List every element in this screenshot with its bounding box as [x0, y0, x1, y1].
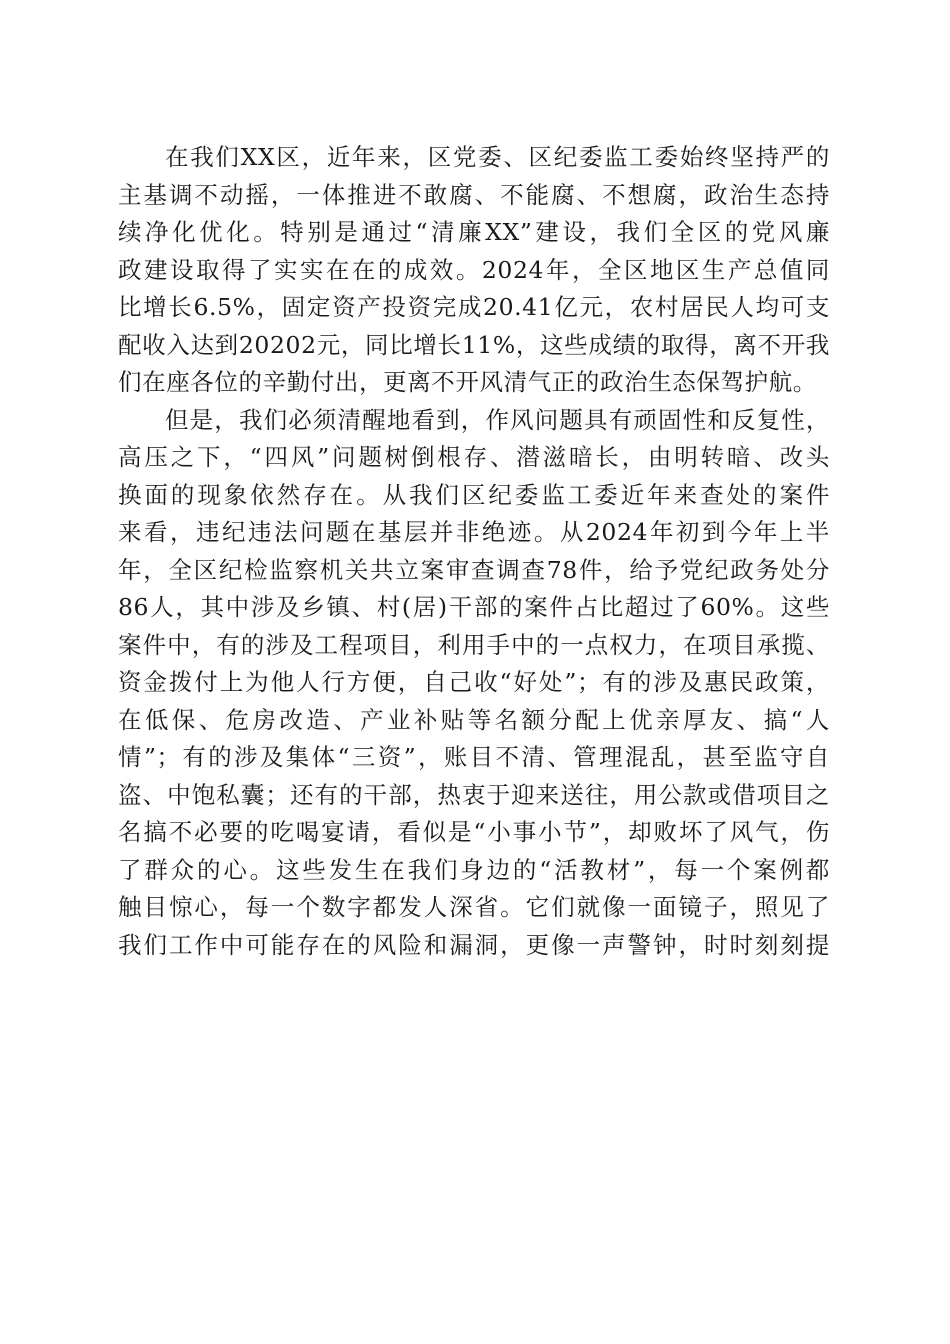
text-line: 高压之下，“四风”问题树倒根存、潜滋暗长，由明转暗、改头 [118, 443, 830, 471]
text-line: 年，全区纪检监察机关共立案审查调查78件，给予党纪政务处分 [118, 555, 830, 584]
document-body [118, 139, 830, 964]
text-line: 们在座各位的辛勤付出，更离不开风清气正的政治生态保驾护航。 [118, 368, 817, 396]
text-line: 比增长6.5%，固定资产投资完成20.41亿元，农村居民人均可支 [118, 293, 830, 321]
paragraph-1 [118, 139, 830, 402]
text-line: 情”；有的涉及集体“三资”，账目不清、管理混乱，甚至监守自 [118, 743, 830, 771]
text-line: 触目惊心，每一个数字都发人深省。它们就像一面镜子，照见了 [118, 893, 830, 921]
text-line: 资金拨付上为他人行方便，自己收“好处”；有的涉及惠民政策， [118, 668, 830, 696]
text-line: 86人，其中涉及乡镇、村(居)干部的案件占比超过了60%。这些 [118, 593, 830, 621]
text-line: 来看，违纪违法问题在基层并非绝迹。从2024年初到今年上半 [118, 518, 830, 546]
text-line: 我们工作中可能存在的风险和漏洞，更像一声警钟，时时刻刻提 [118, 930, 830, 959]
text-line: 名搞不必要的吃喝宴请，看似是“小事小节”，却败坏了风气，伤 [118, 818, 830, 846]
text-line: 在低保、危房改造、产业补贴等名额分配上优亲厚友、搞“人 [118, 705, 830, 734]
text-line: 主基调不动摇，一体推进不敢腐、不能腐、不想腐，政治生态持 [118, 180, 830, 209]
text-line: 了群众的心。这些发生在我们身边的“活教材”，每一个案例都 [118, 855, 830, 884]
paragraph-2 [118, 402, 830, 965]
text-line: 但是，我们必须清醒地看到，作风问题具有顽固性和反复性， [165, 405, 830, 434]
text-line: 盗、中饱私囊；还有的干部，热衷于迎来送往，用公款或借项目之 [118, 780, 830, 809]
text-line: 案件中，有的涉及工程项目，利用手中的一点权力，在项目承揽、 [118, 630, 830, 659]
text-line: 续净化优化。特别是通过“清廉XX”建设，我们全区的党风廉 [118, 218, 830, 246]
text-line: 换面的现象依然存在。从我们区纪委监工委近年来查处的案件 [118, 480, 830, 509]
text-line: 配收入达到20202元，同比增长11%，这些成绩的取得，离不开我 [118, 330, 830, 359]
text-line: 在我们XX区，近年来，区党委、区纪委监工委始终坚持严的 [165, 143, 830, 171]
text-line: 政建设取得了实实在在的成效。2024年，全区地区生产总值同 [118, 255, 830, 284]
